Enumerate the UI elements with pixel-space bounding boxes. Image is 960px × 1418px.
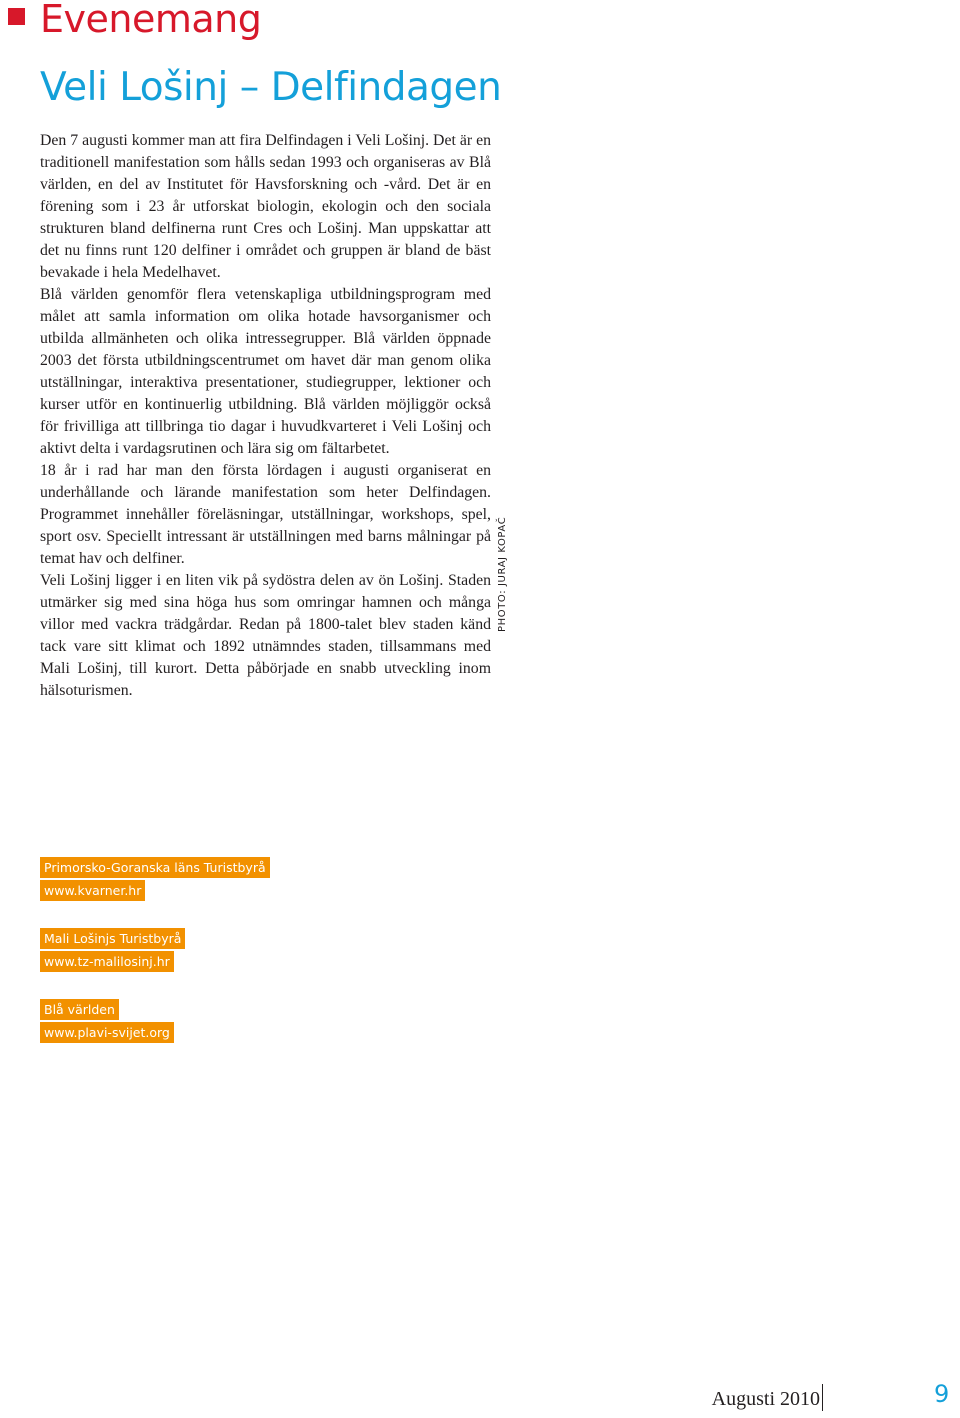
contact-url-link[interactable]: www.tz-malilosinj.hr (40, 951, 174, 972)
page-number: 9 (934, 1380, 950, 1408)
issue-date: Augusti 2010 (711, 1388, 820, 1410)
section-marker (8, 8, 25, 25)
contact-item (40, 999, 270, 1045)
contact-url-link[interactable]: www.kvarner.hr (40, 880, 145, 901)
contact-name: Blå världen (40, 999, 119, 1020)
article-body (40, 130, 491, 702)
paragraph: Veli Lošinj ligger i en liten vik på sydöstra delen av ön Lošinj. Staden utmärker sig med sina höga hus som omringar hamnen och många villor med vackra trädgårdar. Redan på 1800-talet blev staden känd tack vare sitt klimat och 1892 utnämndes staden, tillsammans med Mali Lošinj, till kurort. Detta påbörjade en snabb utveckling inom hälsoturismen. (40, 572, 491, 699)
section-title: Evenemang (40, 0, 262, 41)
article-title: Veli Lošinj – Delfindagen (40, 65, 502, 110)
contact-item (40, 928, 270, 974)
paragraph: 18 år i rad har man den första lördagen i augusti organiserat en underhållande och lärande manifestation som heter Delfindagen. Programmet innehåller föreläsningar, utställningar, workshops, spel, sport osv. Speciellt intressant är utställningen med barns målningar på temat hav och delfiner. (40, 462, 491, 567)
contact-url-link[interactable]: www.plavi-svijet.org (40, 1022, 174, 1043)
paragraph: Blå världen genomför flera vetenskapliga utbildningsprogram med målet att samla information om olika hotade havsorganismer och utbilda allmänheten och olika intressegrupper. Blå världen öppnade 2003 det första utbildningscentrumet om havet där man genom olika utställningar, interaktiva presentationer, studiegrupper, lektioner och kurser utför en kontinuerlig utbildning. Blå världen möjliggör också för frivilliga att tillbringa tio dagar i huvudkvarteret i Veli Lošinj och aktivt delta i vardagsrutinen och lära sig om fältarbetet. (40, 286, 491, 457)
paragraph: Den 7 augusti kommer man att fira Delfindagen i Veli Lošinj. Det är en traditionell manifestation som hålls sedan 1993 och organiseras av Blå världen, en del av Institutet för Havsforskning och -vård. Det är en förening som i 23 år utforskat biologin, ekologin och den sociala strukturen bland delfinerna runt Cres och Lošinj. Man uppskattar att det nu finns runt 120 delfiner i området och gruppen är bland de bäst bevakade i hela Medelhavet. (40, 132, 491, 281)
contact-name: Mali Lošinjs Turistbyrå (40, 928, 185, 949)
contact-name: Primorsko-Goranska läns Turistbyrå (40, 857, 270, 878)
footer-divider (822, 1384, 823, 1411)
photo-credit: PHOTO: JURAJ KOPAČ (497, 516, 508, 632)
contact-item (40, 857, 270, 903)
contact-list (40, 857, 270, 1070)
